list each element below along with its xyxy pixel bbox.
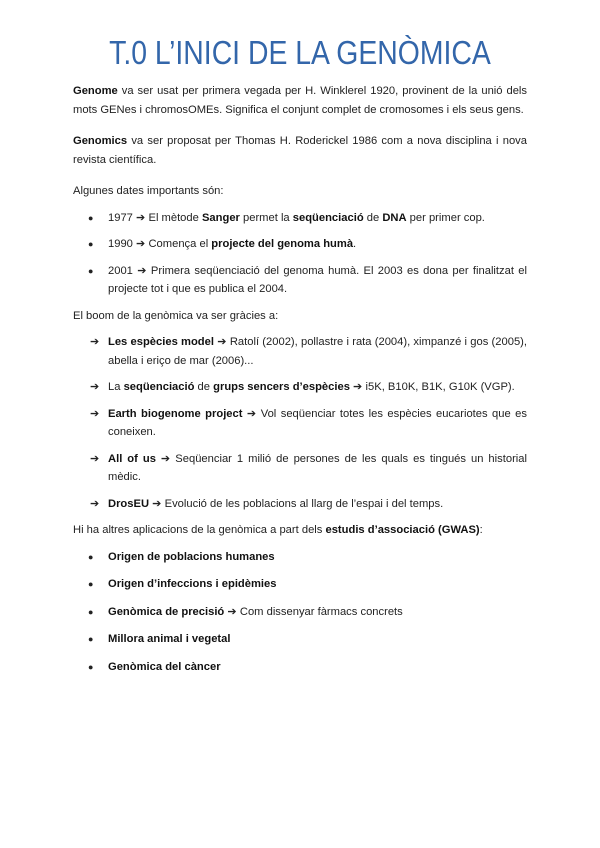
bold-text: seqüenciació [292,211,364,224]
page-title: T.0 L’INICI DE LA GENÒMICA [109,34,491,71]
bold-text: DNA [382,211,407,224]
text: 1977 ➔ El mètode [108,211,202,224]
text: Hi ha altres aplicacions de la genòmica a part dels [73,524,326,536]
paragraph-apps-intro [73,521,527,540]
list-item [73,630,527,649]
document-body [73,82,527,685]
text: 2001 ➔ Primera seqüenciació del genoma humà. El 2003 es dona per finalitzat el projecte tot i que es publica el 2004. [108,264,527,295]
text: ➔ Evolució de les poblacions al llarg de l’espai i del temps. [149,497,444,510]
text: de [194,381,214,393]
bold-text: Les espècies model [108,336,214,348]
dates-list [73,209,527,299]
list-item [73,405,527,442]
list-item [73,450,527,487]
list-item [73,378,527,397]
text: ➔ Vol seqüenciar totes les espècies eucariotes que es coneixen. [108,407,527,438]
list-item [73,575,527,594]
list-item [73,333,527,370]
text: de [363,211,383,224]
list-item [73,495,527,514]
text: ➔ Seqüenciar 1 milió de persones de les quals es tingués un historial mèdic. [108,452,527,483]
bold-text: DrosEU [108,497,150,510]
list-item [73,548,527,567]
text: ➔ Com dissenyar fàrmacs concrets [224,605,403,618]
paragraph-boom-intro: El boom de la genòmica va ser gràcies a: [73,309,279,322]
list-item [73,235,527,254]
text: va ser proposat per Thomas H. Roderickel 1986 com a nova disciplina i nova revista científica. [73,135,527,166]
paragraph-dates-intro: Algunes dates importants són: [73,185,224,197]
paragraph-genomics [73,132,527,169]
bold-text: seqüenciació [123,381,195,393]
term-genomics: Genomics [73,135,128,147]
text: permet la [239,211,293,224]
bold-text: Sanger [201,211,240,224]
text: ➔ i5K, B10K, B1K, G10K (VGP). [349,381,515,393]
text: va ser usat per primera vegada per H. Winklerel 1920, provinent de la unió dels mots GENes i chromosOMEs. Significa el conjunt complet de cromosomes i els seus gens. [73,85,527,116]
bold-text: estudis d’associació (GWAS) [325,524,480,536]
text: per primer cop. [406,211,485,224]
text: : [479,524,483,536]
text: ➔ Ratolí (2002), pollastre i rata (2004), ximpanzé i gos (2005), abella i eriço de mar (2006)... [108,336,527,367]
bold-text: projecte del genoma humà [211,238,354,250]
bold-text: grups sencers d’espècies [213,381,350,393]
term-genome: Genome [73,85,118,97]
text: . [353,238,357,250]
list-item [73,603,527,622]
bold-text: Genòmica de precisió [108,605,225,618]
text: 1990 ➔ Comença el [108,238,212,250]
boom-list [73,333,527,513]
applications-list [73,548,527,677]
bold-text: Origen d’infeccions i epidèmies [108,578,277,590]
list-item [73,209,527,228]
bold-text: All of us [108,452,156,465]
bold-text: Millora animal i vegetal [108,633,231,645]
list-item [73,658,527,677]
text: La [108,381,124,393]
paragraph-genome [73,82,527,119]
bold-text: Origen de poblacions humanes [108,550,275,563]
list-item [73,262,527,299]
bold-text: Earth biogenome project [108,407,243,420]
bold-text: Genòmica del càncer [108,660,221,673]
